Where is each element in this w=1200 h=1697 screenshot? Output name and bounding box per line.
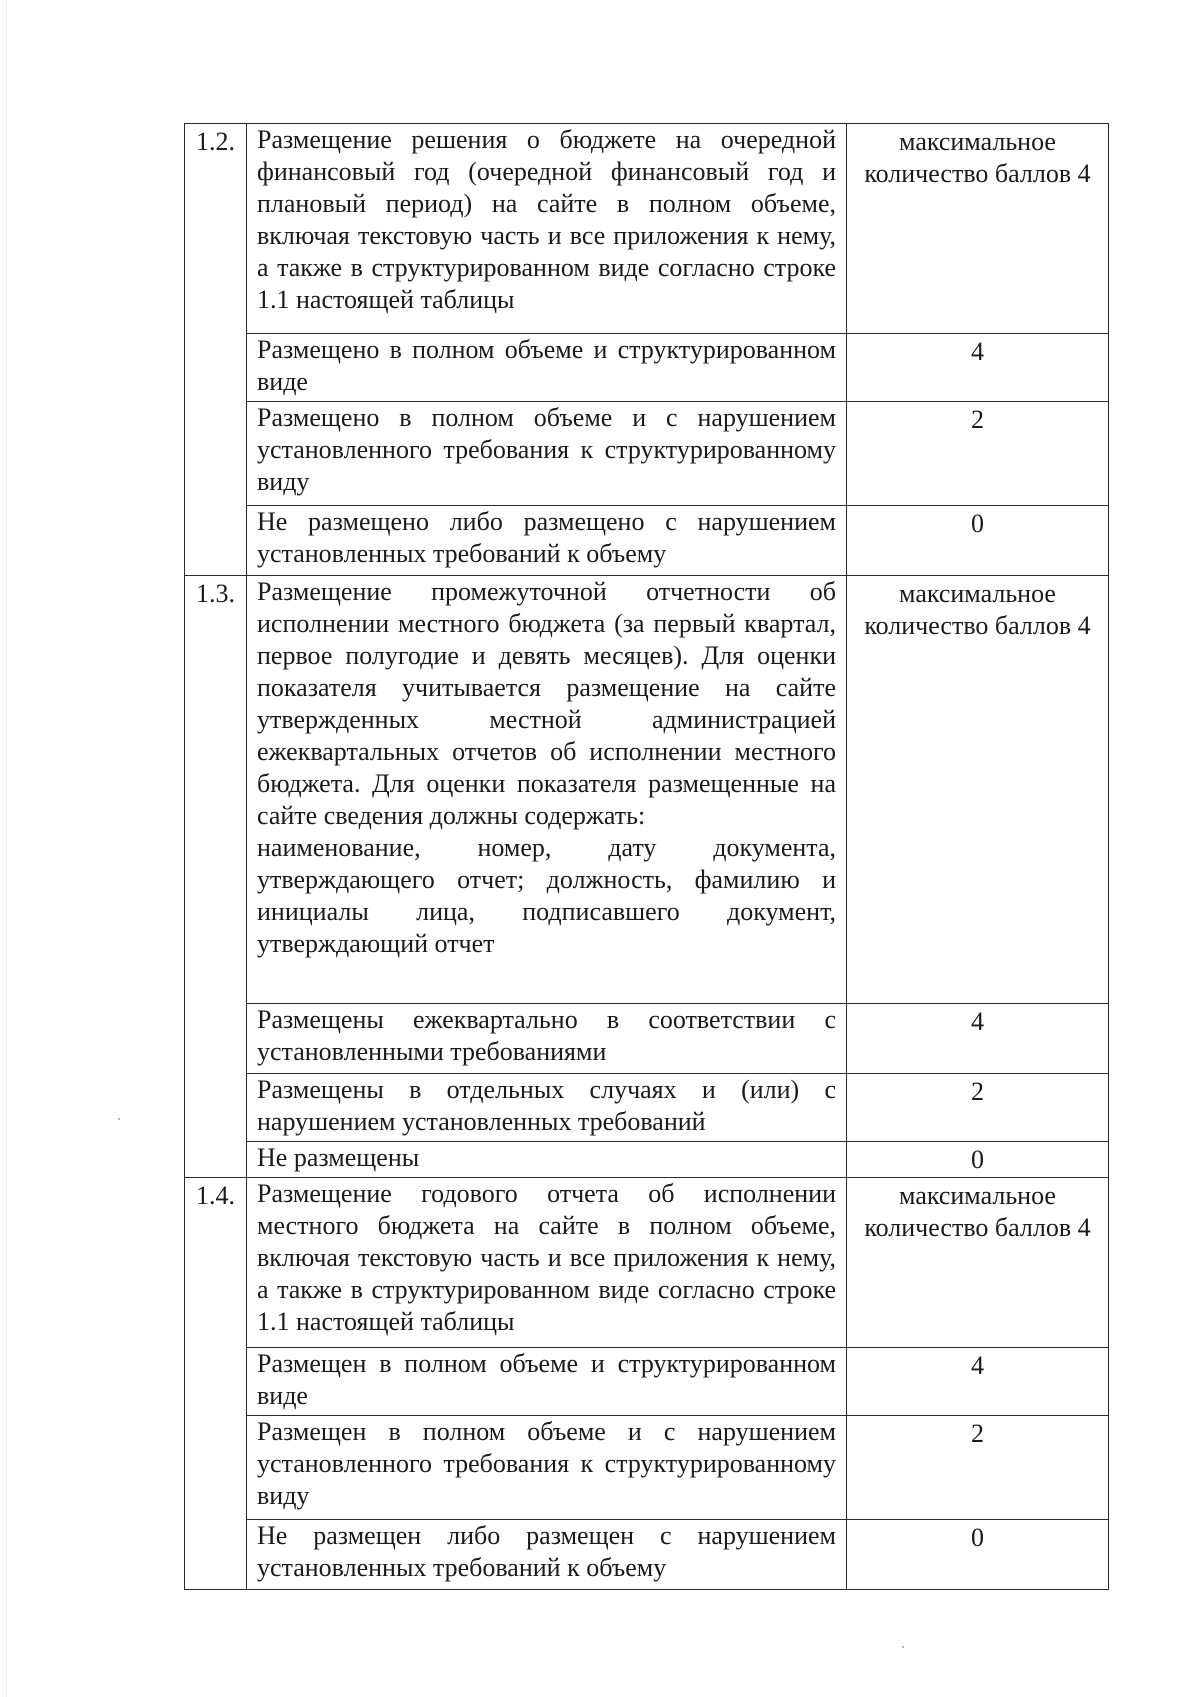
score-value: 4 [847,1348,1109,1416]
score-value: 0 [847,1520,1109,1590]
table-row [185,402,1109,506]
criteria-table [184,123,1109,1590]
table-row [185,1074,1109,1142]
criterion-description: Размещение решения о бюджете на очередной финансовый год (очередной финансовый год и плановый период) на сайте в полном объеме, включая текстовую часть и все приложения к нему, а также в структурированном виде согласно строке 1.1 настоящей таблицы [247,124,847,334]
table-row-1-2-header [185,124,1109,334]
table-row [185,1348,1109,1416]
table-row-1-4-header [185,1178,1109,1348]
score-value: 0 [847,506,1109,576]
criterion-description: Размещение годового отчета об исполнении местного бюджета на сайте в полном объеме, включая текстовую часть и все приложения к нему, а также в структурированном виде согласно строке 1.1 настоящей таблицы [247,1178,847,1348]
score-value: 2 [847,1416,1109,1520]
table-row [185,1142,1109,1178]
table-row [185,1416,1109,1520]
max-score: максимальное количество баллов 4 [847,124,1109,334]
criterion-description: Размещен в полном объеме и структурированном виде [247,1348,847,1416]
scan-page-edge [6,0,7,1697]
criterion-description: Размещение промежуточной отчетности об исполнении местного бюджета (за первый квартал, первое полугодие и девять месяцев). Для оценки показателя учитывается размещение на сайте утвержденных местной администрацией ежеквартальных отчетов об исполнении местного бюджета. Для оценки показателя размещенные на сайте сведения должны содержать: наименование, номер, дату документа, утверждающего отчет; должность, фамилию и инициалы лица, подписавшего документ, утверждающий отчет [247,576,847,1004]
criterion-description: Размещен в полном объеме и с нарушением установленного требования к структурированному виду [247,1416,847,1520]
criterion-description: Размещено в полном объеме и структурированном виде [247,334,847,402]
scan-speck [902,1646,904,1648]
table-row [185,1520,1109,1590]
criterion-description: Не размещены [247,1142,847,1178]
section-number: 1.2. [185,124,247,576]
criterion-description: Размещено в полном объеме и с нарушением установленного требования к структурированному виду [247,402,847,506]
max-score: максимальное количество баллов 4 [847,1178,1109,1348]
criterion-description: Размещены в отдельных случаях и (или) с нарушением установленных требований [247,1074,847,1142]
criterion-description: Не размещено либо размещено с нарушением установленных требований к объему [247,506,847,576]
score-value: 4 [847,1004,1109,1074]
section-number: 1.4. [185,1178,247,1590]
criterion-description: Размещены ежеквартально в соответствии с установленными требованиями [247,1004,847,1074]
table-row-1-3-header [185,576,1109,1004]
criterion-description: Не размещен либо размещен с нарушением установленных требований к объему [247,1520,847,1590]
table-row [185,506,1109,576]
score-value: 2 [847,1074,1109,1142]
section-number: 1.3. [185,576,247,1178]
score-value: 4 [847,334,1109,402]
score-value: 2 [847,402,1109,506]
table-row [185,1004,1109,1074]
score-value: 0 [847,1142,1109,1178]
scan-speck [118,1118,120,1120]
max-score: максимальное количество баллов 4 [847,576,1109,1004]
table-row [185,334,1109,402]
